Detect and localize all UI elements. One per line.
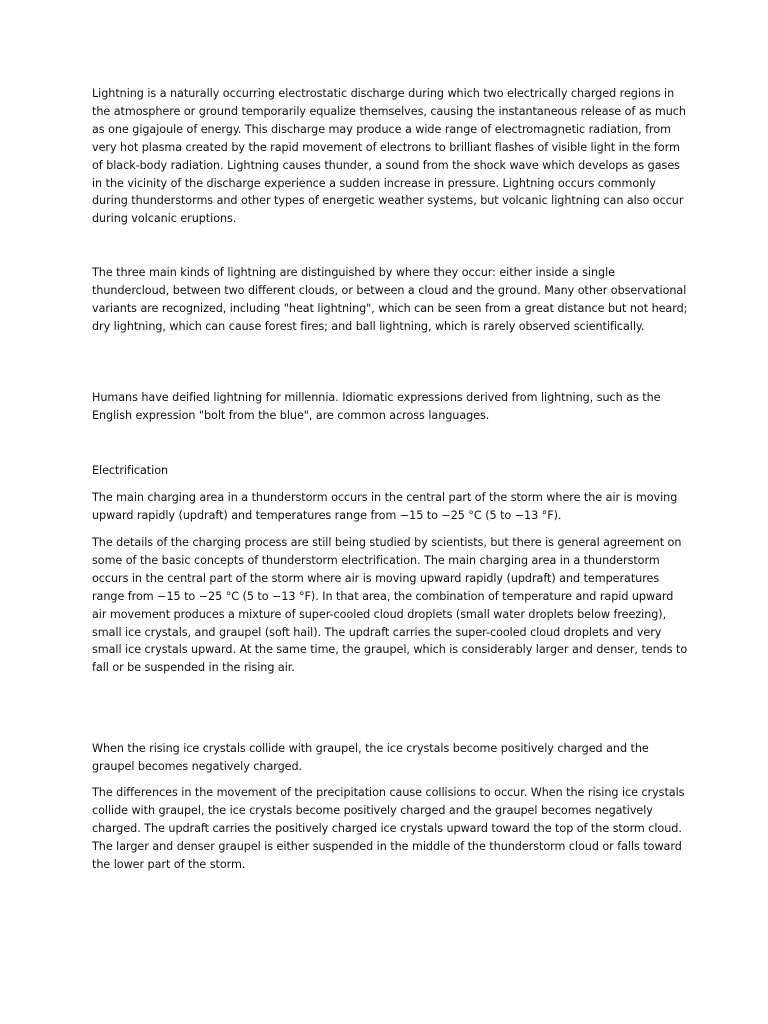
precipitation-differences-paragraph: The differences in the movement of the precipitation cause collisions to occur. When the rising ice crystals collide with graupel, the ice crystals become positively charged and the graupel becomes negatively charged. The updraft carries the positively charged ice crystals upward toward the top of the storm cloud. The larger and denser graupel is either suspended in the middle of the thunderstorm cloud or falls toward the lower part of the storm.	[92, 786, 685, 871]
lightning-kinds-paragraph: The three main kinds of lightning are distinguished by where they occur: either inside a single thundercloud, between two different clouds, or between a cloud and the ground. Many other observational variants are recognized, including "heat lightning", which can be seen from a great distance but not heard; dry lightning, which can cause forest fires; and ball lightning, which is rarely observed scientifically.	[92, 266, 688, 333]
charging-area-paragraph: The main charging area in a thunderstorm occurs in the central part of the storm where the air is moving upward rapidly (updraft) and temperatures range from −15 to −25 °C (5 to −13 °F).	[92, 491, 678, 522]
charging-details-paragraph: The details of the charging process are still being studied by scientists, but there is general agreement on some of the basic concepts of thunderstorm electrification. The main charging area in a thunderstorm occurs in the central part of the storm where air is moving upward rapidly (updraft) and temperatures range from −15 to −25 °C (5 to −13 °F). In that area, the combination of temperature and rapid upward air movement produces a mixture of super-cooled cloud droplets (small water droplets below freezing), small ice crystals, and graupel (soft hail). The updraft carries the super-cooled cloud droplets and very small ice crystals upward. At the same time, the graupel, which is considerably larger and denser, tends to fall or be suspended in the rising air.	[92, 536, 688, 675]
collision-paragraph: When the rising ice crystals collide with graupel, the ice crystals become positively charged and the graupel becomes negatively charged.	[92, 742, 649, 773]
humans-paragraph: Humans have deified lightning for millennia. Idiomatic expressions derived from lightning, such as the English expression "bolt from the blue", are common across languages.	[92, 391, 661, 422]
electrification-heading: Electrification	[92, 464, 169, 477]
intro-paragraph: Lightning is a naturally occurring electrostatic discharge during which two electrically charged regions in the atmosphere or ground temporarily equalize themselves, causing the instantaneous release of as much as one gigajoule of energy. This discharge may produce a wide range of electromagnetic radiation, from very hot plasma created by the rapid movement of electrons to brilliant flashes of visible light in the form of black-body radiation. Lightning causes thunder, a sound from the shock wave which develops as gases in the vicinity of the discharge experience a sudden increase in pressure. Lightning occurs commonly during thunderstorms and other types of energetic weather systems, but volcanic lightning can also occur during volcanic eruptions.	[92, 87, 686, 226]
